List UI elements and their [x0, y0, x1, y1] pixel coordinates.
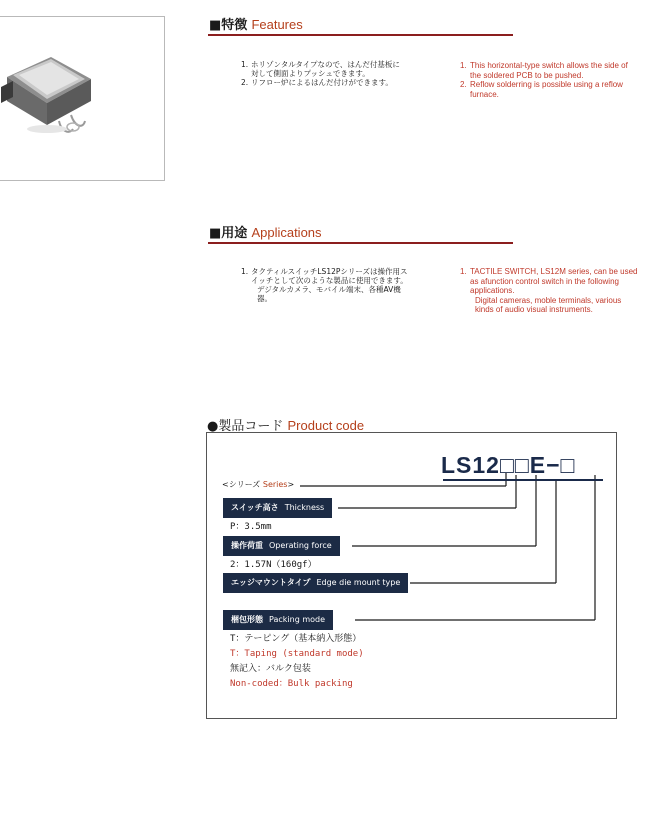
- product-code-heading-jp: 製品コード: [218, 419, 284, 434]
- thickness-value: P：3.5mm: [230, 522, 272, 532]
- list-item: 1. TACTILE SWITCH, LS12M series, can be used as afunction control switch in the following applications. Digital cameras, moble terminals, various kinds of audio visual instruments.: [460, 267, 640, 315]
- bullet-icon: ●: [207, 419, 219, 434]
- packing-value-jp-1: T：テーピング（基本納入形態）: [230, 634, 362, 644]
- list-item: 2. Reflow solderring is possible using a reflow furnace.: [460, 80, 623, 99]
- series-label: <シリーズ Series>: [222, 480, 295, 489]
- features-heading-jp: ■特徴: [209, 18, 248, 33]
- packing-mode-tag: 梱包形態 Packing mode: [223, 610, 333, 630]
- features-heading-en: Features: [251, 17, 303, 32]
- packing-value-jp-2: 無記入：バルク包装: [230, 664, 311, 674]
- product-code-string: LS12□□E−□: [441, 452, 576, 478]
- edge-mount-tag: エッジマウントタイプ Edge die mount type: [223, 573, 408, 593]
- thickness-tag: スイッチ高さ Thickness: [223, 498, 332, 518]
- packing-value-en-1: T：Taping (standard mode): [230, 649, 364, 659]
- list-item: 1. タクティルスイッチLS12Pシリーズは操作用スイッチとして次のような製品に使用できます。 デジタルカメラ、モバイル端末、各種AV機器。: [241, 267, 411, 303]
- product-code-underline: [443, 479, 603, 481]
- operating-force-tag: 操作荷重 Operating force: [223, 536, 340, 556]
- packing-value-en-2: Non-coded：Bulk packing: [230, 679, 353, 689]
- list-item: 2. リフロー炉によるはんだ付けができます。: [241, 78, 393, 87]
- list-item: 1. This horizontal-type switch allows the side of the soldered PCB to be pushed.: [460, 61, 628, 80]
- product-code-heading-en: Product code: [287, 418, 365, 433]
- list-item-sub: Digital cameras, moble terminals, various kinds of audio visual instruments.: [475, 295, 622, 314]
- applications-heading-en: Applications: [251, 225, 322, 240]
- operating-force-value: 2：1.57N（160gf）: [230, 560, 317, 570]
- applications-heading-jp: ■用途: [209, 226, 248, 241]
- list-item-sub: デジタルカメラ、モバイル端末、各種AV機器。: [257, 285, 401, 303]
- list-item: 1. ホリゾンタルタイプなので、はんだ付基板に対して側面よりプッシュできます。: [241, 60, 400, 78]
